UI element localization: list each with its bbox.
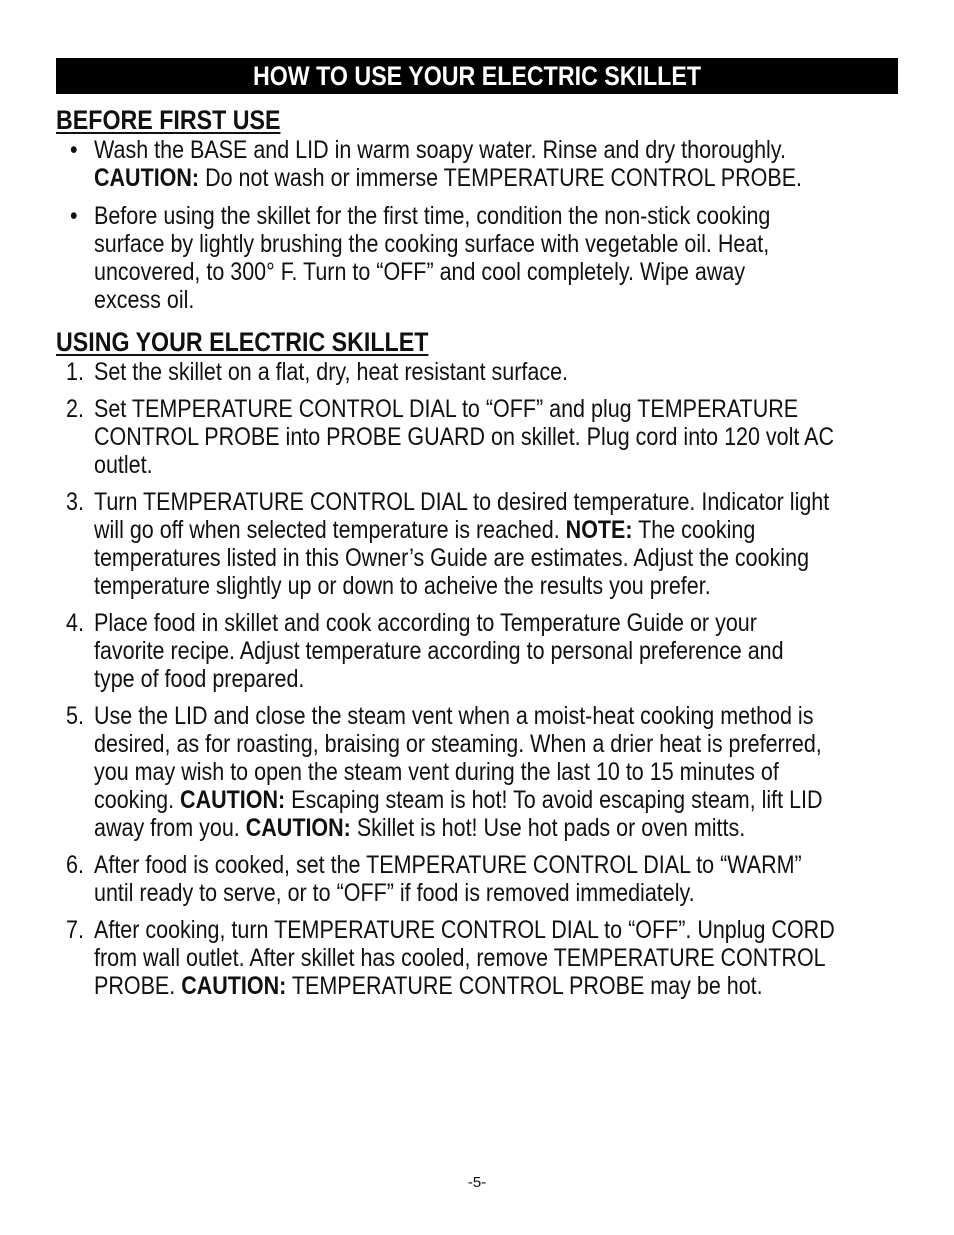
text-line [94, 258, 896, 286]
text-line [94, 423, 896, 451]
text-line [94, 786, 896, 814]
text-line [94, 730, 896, 758]
step-number: 5. [66, 702, 84, 730]
step-number: 3. [66, 488, 84, 516]
text-run: After food is cooked, set the TEMPERATURE CONTROL DIAL to “WARM” [94, 851, 802, 879]
bullet-marker: • [70, 136, 78, 164]
using-skillet-heading: USING YOUR ELECTRIC SKILLET [56, 327, 429, 357]
text-run: Do not wash or immerse TEMPERATURE CONTROL PROBE. [199, 164, 803, 192]
text-line [94, 544, 896, 572]
text-run: Turn TEMPERATURE CONTROL DIAL to desired temperature. Indicator light [94, 488, 830, 516]
step-item [56, 395, 898, 479]
title-bar [56, 58, 898, 94]
text-run: The cooking [632, 516, 756, 544]
text-line [94, 572, 896, 600]
before-first-use-heading: BEFORE FIRST USE [56, 105, 281, 135]
text-run: Use the LID and close the steam vent when a moist-heat cooking method is [94, 702, 814, 730]
text-line [94, 702, 896, 730]
text-line [94, 609, 896, 637]
text-run: away from you. [94, 814, 246, 842]
text-run: favorite recipe. Adjust temperature according to personal preference and [94, 637, 784, 665]
page-number: -5- [467, 1174, 487, 1191]
text-run: excess oil. [94, 286, 195, 314]
text-line [94, 944, 896, 972]
text-run: Set TEMPERATURE CONTROL DIAL to “OFF” and plug TEMPERATURE [94, 395, 799, 423]
step-number: 4. [66, 609, 84, 637]
text-run: Place food in skillet and cook according to Temperature Guide or your [94, 609, 757, 637]
text-line [94, 814, 896, 842]
text-line [94, 851, 896, 879]
step-item [56, 488, 898, 600]
step-number: 6. [66, 851, 84, 879]
bold-label: CAUTION: [181, 972, 287, 1000]
text-run: Skillet is hot! Use hot pads or oven mitts. [350, 814, 746, 842]
before-first-use-list [56, 136, 898, 314]
text-run: outlet. [94, 451, 153, 479]
bold-label: CAUTION: [245, 814, 351, 842]
step-number: 1. [66, 358, 84, 386]
text-run: from wall outlet. After skillet has cooled, remove TEMPERATURE CONTROL [94, 944, 826, 972]
step-number: 2. [66, 395, 84, 423]
text-line [94, 395, 896, 423]
text-run: Before using the skillet for the first time, condition the non-stick cooking [94, 202, 771, 230]
using-skillet-steps [56, 358, 898, 1000]
text-run: type of food prepared. [94, 665, 305, 693]
text-run: uncovered, to 300° F. Turn to “OFF” and cool completely. Wipe away [94, 258, 746, 286]
text-run: surface by lightly brushing the cooking surface with vegetable oil. Heat, [94, 230, 770, 258]
bold-label: CAUTION: [94, 164, 200, 192]
text-run: PROBE. [94, 972, 182, 1000]
text-line [94, 358, 896, 386]
text-line [94, 879, 896, 907]
manual-page [56, 58, 898, 1000]
text-line [94, 665, 896, 693]
text-line [94, 488, 896, 516]
text-line [94, 758, 896, 786]
text-line [94, 916, 896, 944]
text-line [94, 286, 896, 314]
text-line [94, 516, 896, 544]
step-item [56, 609, 898, 693]
page-title: HOW TO USE YOUR ELECTRIC SKILLET [115, 58, 839, 94]
text-line [94, 164, 896, 192]
text-run: until ready to serve, or to “OFF” if food is removed immediately. [94, 879, 695, 907]
text-run: Wash the BASE and LID in warm soapy water. Rinse and dry thoroughly. [94, 136, 786, 164]
text-run: After cooking, turn TEMPERATURE CONTROL DIAL to “OFF”. Unplug CORD [94, 916, 835, 944]
bold-label: CAUTION: [180, 786, 286, 814]
step-item [56, 916, 898, 1000]
text-run: cooking. [94, 786, 181, 814]
text-line [94, 451, 896, 479]
bullet-marker: • [70, 202, 78, 230]
text-run: Escaping steam is hot! To avoid escaping steam, lift LID [285, 786, 823, 814]
text-run: Set the skillet on a flat, dry, heat resistant surface. [94, 358, 569, 386]
using-heading-row [56, 326, 898, 358]
bullet-item [56, 202, 898, 314]
text-line [94, 972, 896, 1000]
text-run: will go off when selected temperature is reached. [94, 516, 566, 544]
text-run: temperatures listed in this Owner’s Guide are estimates. Adjust the cooking [94, 544, 810, 572]
text-run: CONTROL PROBE into PROBE GUARD on skillet. Plug cord into 120 volt AC [94, 423, 835, 451]
bullet-item [56, 136, 898, 192]
text-run: desired, as for roasting, braising or steaming. When a drier heat is preferred, [94, 730, 822, 758]
step-item [56, 358, 898, 386]
bold-label: NOTE: [565, 516, 633, 544]
before-first-use-heading-row [56, 104, 898, 136]
text-run: TEMPERATURE CONTROL PROBE may be hot. [286, 972, 763, 1000]
text-run: temperature slightly up or down to acheive the results you prefer. [94, 572, 711, 600]
step-item [56, 851, 898, 907]
step-item [56, 702, 898, 842]
text-line [94, 202, 896, 230]
text-line [94, 230, 896, 258]
text-line [94, 136, 896, 164]
step-number: 7. [66, 916, 84, 944]
text-line [94, 637, 896, 665]
text-run: you may wish to open the steam vent during the last 10 to 15 minutes of [94, 758, 779, 786]
